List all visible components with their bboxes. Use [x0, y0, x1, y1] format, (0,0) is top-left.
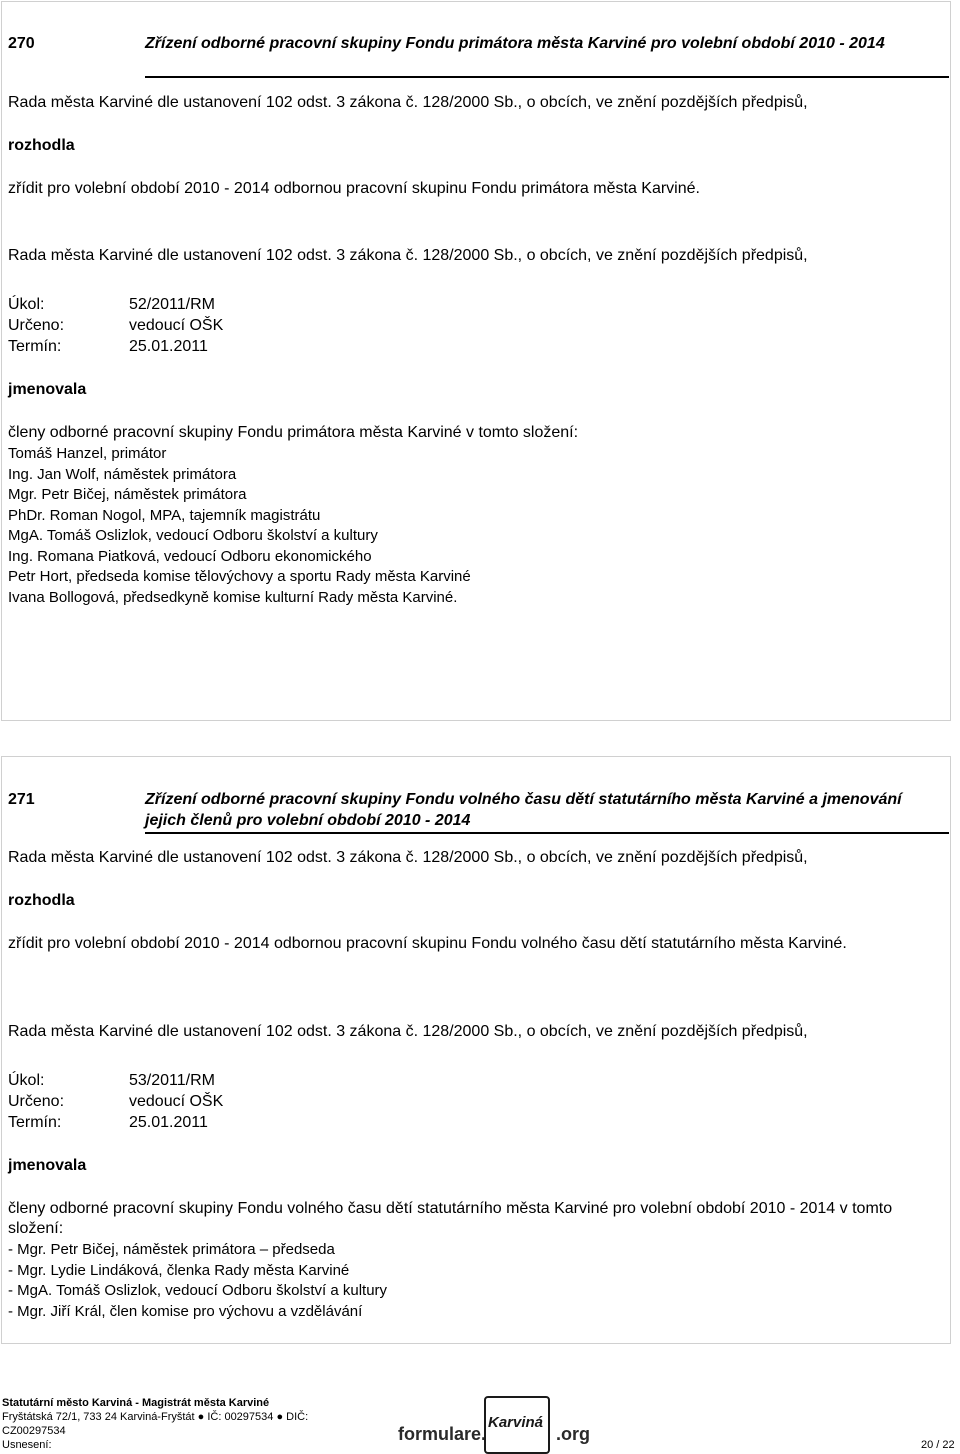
preamble: Rada města Karviné dle ustanovení 102 odst. 3 zákona č. 128/2000 Sb., o obcích, ve znění pozdějších předpisů, [8, 94, 808, 111]
member-item: Tomáš Hanzel, primátor [8, 445, 167, 462]
verb-rozhodla: rozhodla [8, 892, 75, 909]
logo-text-left: formulare. [398, 1424, 487, 1444]
footer-address: Fryštátská 72/1, 733 24 Karviná-Fryštát ● IČ: 00297534 ● DIČ: [2, 1411, 309, 1423]
preamble-task: Rada města Karviné dle ustanovení 102 odst. 3 zákona č. 128/2000 Sb., o obcích, ve znění pozdějších předpisů, [8, 247, 808, 264]
preamble: Rada města Karviné dle ustanovení 102 odst. 3 zákona č. 128/2000 Sb., o obcích, ve znění pozdějších předpisů, [8, 849, 808, 866]
member-item: Ing. Jan Wolf, náměstek primátora [8, 465, 237, 483]
title-underline [145, 832, 949, 834]
verb-jmenovala: jmenovala [8, 1157, 87, 1174]
deadline-label: Termín: [8, 1114, 62, 1131]
page-number: 20 / 22 [921, 1439, 955, 1451]
resolution-271 [1, 756, 951, 1344]
task-label: Úkol: [8, 296, 45, 313]
member-item: - Mgr. Jiří Král, člen komise pro výchovu a vzdělávání [8, 1302, 363, 1320]
verb-rozhodla: rozhodla [8, 137, 75, 154]
member-item: Ing. Romana Piatková, vedoucí Odboru ekonomického [8, 547, 372, 565]
task-value: 52/2011/RM [129, 296, 215, 313]
member-item: Mgr. Petr Bičej, náměstek primátora [8, 486, 247, 503]
deadline-value: 25.01.2011 [129, 1114, 208, 1131]
verb-jmenovala: jmenovala [8, 381, 87, 398]
logo-text-mid: Karviná [488, 1414, 544, 1431]
resolution-270 [1, 1, 951, 721]
member-item: - Mgr. Lydie Lindáková, členka Rady města Karviné [8, 1261, 350, 1279]
assigned-label: Určeno: [8, 1093, 65, 1110]
preamble-task: Rada města Karviné dle ustanovení 102 odst. 3 zákona č. 128/2000 Sb., o obcích, ve znění pozdějších předpisů, [8, 1023, 808, 1040]
formulare-logo [398, 1396, 610, 1450]
resolution-number: 270 [8, 35, 35, 52]
footer-org: Statutární město Karviná - Magistrát města Karviné [2, 1397, 270, 1409]
decision-text: zřídit pro volební období 2010 - 2014 odbornou pracovní skupinu Fondu primátora města Karviné. [8, 180, 700, 197]
task-value: 53/2011/RM [129, 1072, 215, 1089]
footer-usneseni: Usnesení: [2, 1439, 52, 1451]
logo-text-right: .org [556, 1424, 590, 1444]
assigned-label: Určeno: [8, 317, 65, 334]
resolution-title: Zřízení odborné pracovní skupiny Fondu volného času dětí statutárního města Karviné a jmenování jejich členů pro volební období 2010 - 2014 [145, 791, 902, 829]
member-item: PhDr. Roman Nogol, MPA, tajemník magistrátu [8, 506, 321, 524]
member-item: Petr Hort, předseda komise tělovýchovy a sportu Rady města Karviné [8, 568, 471, 585]
members-intro: členy odborné pracovní skupiny Fondu primátora města Karviné v tomto složení: [8, 424, 579, 441]
deadline-label: Termín: [8, 338, 62, 355]
deadline-value: 25.01.2011 [129, 338, 208, 355]
task-label: Úkol: [8, 1072, 45, 1089]
footer-dic: CZ00297534 [2, 1425, 66, 1437]
title-underline [145, 76, 949, 78]
resolution-title: Zřízení odborné pracovní skupiny Fondu primátora města Karviné pro volební období 2010 - 2014 [145, 35, 885, 52]
member-item: - MgA. Tomáš Oslizlok, vedoucí Odboru školství a kultury [8, 1282, 388, 1299]
assigned-value: vedoucí OŠK [129, 317, 224, 334]
member-item: MgA. Tomáš Oslizlok, vedoucí Odboru školství a kultury [8, 527, 378, 544]
page-footer [0, 1392, 960, 1452]
decision-text: zřídit pro volební období 2010 - 2014 odbornou pracovní skupinu Fondu volného času dětí statutárního města Karviné. [8, 935, 847, 952]
members-intro: členy odborné pracovní skupiny Fondu volného času dětí statutárního města Karviné pro volební období 2010 - 2014 v tomto složení: [8, 1200, 893, 1237]
assigned-value: vedoucí OŠK [129, 1093, 224, 1110]
member-item: - Mgr. Petr Bičej, náměstek primátora – předseda [8, 1241, 335, 1258]
resolution-number: 271 [8, 791, 35, 808]
member-item: Ivana Bollogová, předsedkyně komise kulturní Rady města Karviné. [8, 588, 458, 606]
